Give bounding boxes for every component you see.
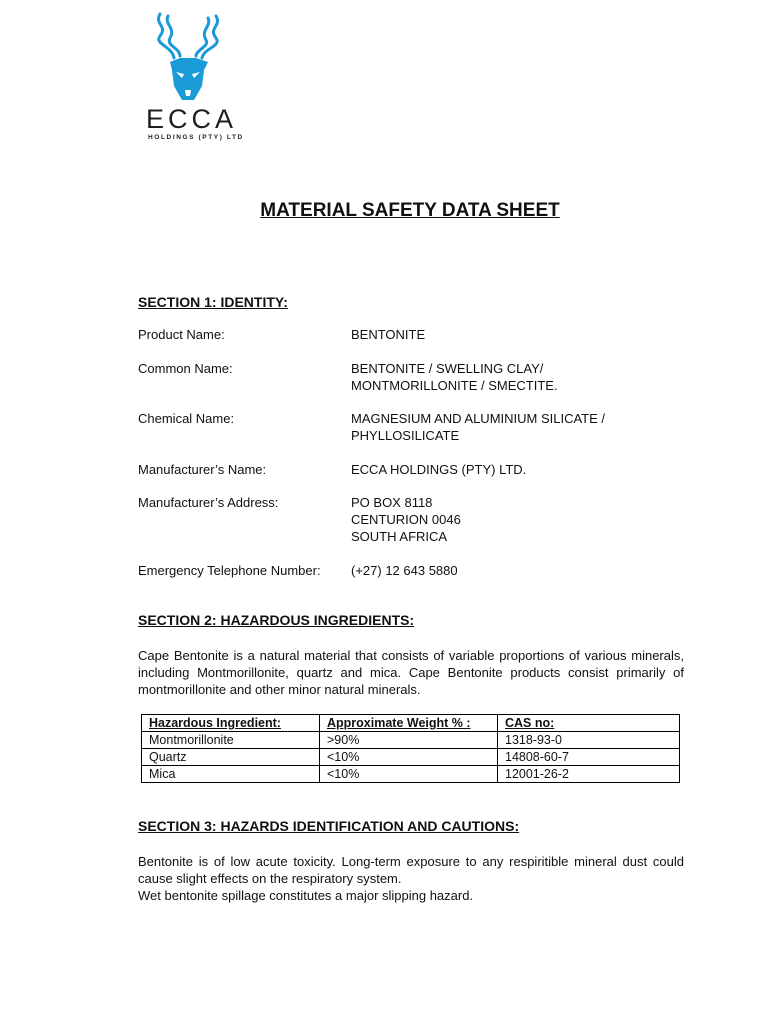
section2-paragraph: Cape Bentonite is a natural material that consists of variable proportions of various minerals, including Montmorillonite, quartz and mica. Cape Bentonite products consist primarily of montmorillonite and other minor natural minerals. bbox=[138, 648, 684, 697]
table-header-cell: Hazardous Ingredient: bbox=[142, 715, 320, 732]
table-cell: <10% bbox=[320, 749, 498, 766]
table-cell: 14808-60-7 bbox=[498, 749, 680, 766]
label-product-name: Product Name: bbox=[138, 327, 225, 342]
value-line: PHYLLOSILICATE bbox=[351, 428, 460, 443]
label-emergency-phone: Emergency Telephone Number: bbox=[138, 563, 321, 578]
section3-line: Bentonite is of low acute toxicity. Long-term exposure to any respiritible mineral dust could cause slight effects on the respiratory system. bbox=[138, 854, 684, 886]
value-line: MONTMORILLONITE / SMECTITE. bbox=[351, 378, 558, 393]
value-line: ECCA HOLDINGS (PTY) LTD. bbox=[351, 462, 527, 477]
value-line: MAGNESIUM AND ALUMINIUM SILICATE / bbox=[351, 411, 606, 426]
label-chemical-name: Chemical Name: bbox=[138, 411, 235, 426]
section1-heading: SECTION 1: IDENTITY: bbox=[138, 294, 288, 310]
value-line: PO BOX 8118 bbox=[351, 495, 433, 510]
section3-line: Wet bentonite spillage constitutes a major slipping hazard. bbox=[138, 888, 474, 903]
value-line: BENTONITE bbox=[351, 327, 426, 342]
company-logo bbox=[138, 12, 248, 141]
table-cell: <10% bbox=[320, 766, 498, 783]
table-cell: Quartz bbox=[142, 749, 320, 766]
table-cell: 1318-93-0 bbox=[498, 732, 680, 749]
table-header-cell: Approximate Weight % : bbox=[320, 715, 498, 732]
table-header-cell: CAS no: bbox=[498, 715, 680, 732]
value-line: (+27) 12 643 5880 bbox=[351, 563, 458, 578]
section3-heading: SECTION 3: HAZARDS IDENTIFICATION AND CAUTIONS: bbox=[138, 818, 520, 834]
value-common-name bbox=[351, 360, 558, 394]
table-cell: Mica bbox=[142, 766, 320, 783]
value-line: SOUTH AFRICA bbox=[351, 529, 448, 544]
kudu-icon bbox=[150, 12, 236, 104]
value-chemical-name bbox=[351, 410, 605, 444]
table-cell: Montmorillonite bbox=[142, 732, 320, 749]
table-row bbox=[142, 732, 680, 749]
value-line: CENTURION 0046 bbox=[351, 512, 461, 527]
label-manufacturer-name: Manufacturer’s Name: bbox=[138, 462, 267, 477]
page-title bbox=[0, 200, 768, 222]
value-emergency-phone bbox=[351, 562, 458, 579]
value-manufacturer-name bbox=[351, 461, 526, 478]
table-header-row bbox=[142, 715, 680, 732]
table-row bbox=[142, 749, 680, 766]
hazardous-ingredients-table bbox=[141, 714, 680, 783]
value-product-name bbox=[351, 326, 425, 343]
logo-wordmark: ECCA bbox=[146, 104, 238, 134]
value-manufacturer-address bbox=[351, 494, 461, 545]
table-cell: >90% bbox=[320, 732, 498, 749]
label-common-name: Common Name: bbox=[138, 361, 233, 376]
value-line: BENTONITE / SWELLING CLAY/ bbox=[351, 361, 544, 376]
table-cell: 12001-26-2 bbox=[498, 766, 680, 783]
table-row bbox=[142, 766, 680, 783]
label-manufacturer-address: Manufacturer’s Address: bbox=[138, 495, 279, 510]
section2-heading: SECTION 2: HAZARDOUS INGREDIENTS: bbox=[138, 612, 415, 628]
page-title-text: MATERIAL SAFETY DATA SHEET bbox=[260, 200, 560, 221]
logo-subtitle: HOLDINGS (PTY) LTD bbox=[148, 134, 244, 141]
section3-paragraph bbox=[138, 853, 684, 904]
